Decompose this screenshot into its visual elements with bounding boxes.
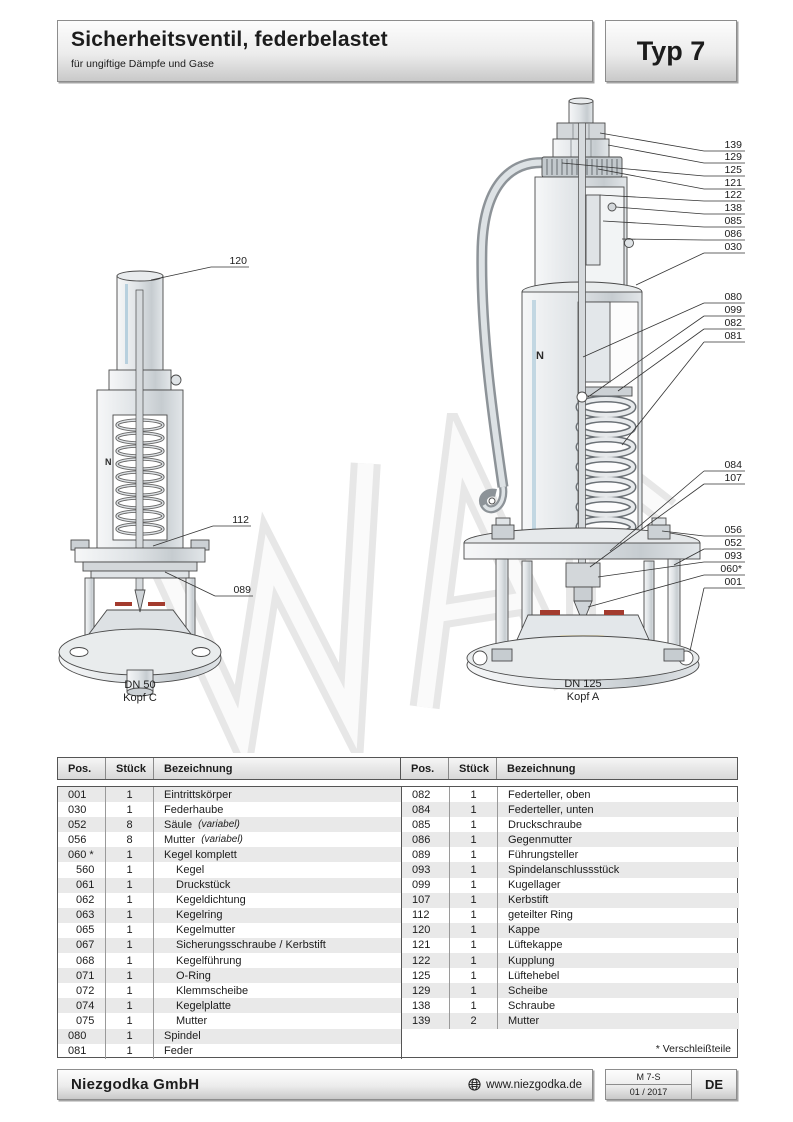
cell-name: Kegelplatte [176,999,232,1012]
company-name: Niezgodka GmbH [71,1076,200,1093]
table-row [58,802,401,817]
callout-107: 107 [724,472,742,484]
table-row [402,832,739,847]
cell-name: Kegel komplett [164,848,237,861]
page-subtitle: für ungiftige Dämpfe und Gase [71,58,215,70]
cell-qty: 1 [450,968,498,983]
table-row [402,862,739,877]
table-row [58,938,401,953]
cell-name: Druckstück [176,879,231,892]
cell-pos: 089 [402,847,450,862]
cell-pos: 085 [402,817,450,832]
globe-icon [468,1078,481,1091]
cell-name: Federteller, unten [508,803,594,816]
cell-name: Schraube [508,999,556,1012]
cell-pos: 062 [58,893,106,908]
col-header-qty: Stück [106,758,154,779]
cell-name: Kegelführung [176,954,242,967]
cell-pos: 093 [402,862,450,877]
cell-name: Kerbstift [508,894,549,907]
cell-name: Lüftehebel [508,969,560,982]
cell-pos: 112 [402,908,450,923]
valve-drawing-dn125 [440,95,793,715]
cell-name: Druckschraube [508,818,582,831]
callout-001: 001 [724,576,742,588]
callout-125: 125 [724,164,742,176]
cell-qty: 1 [450,983,498,998]
table-row [402,968,739,983]
cell-name: Klemmscheibe [176,984,249,997]
table-row [58,893,401,908]
cell-qty: 1 [106,953,154,968]
cell-qty: 1 [106,923,154,938]
table-row [402,893,739,908]
table-row [402,923,739,938]
doc-code: M 7-S [606,1070,691,1085]
cell-qty: 1 [450,787,498,802]
cell-qty: 1 [106,1029,154,1044]
cell-qty: 1 [106,1044,154,1059]
callout-093: 093 [724,550,742,562]
cell-qty: 1 [450,923,498,938]
cell-pos: 121 [402,938,450,953]
cell-pos: 081 [58,1044,106,1059]
parts-table-header [57,757,738,780]
cell-pos: 074 [58,998,106,1013]
cell-qty: 1 [106,847,154,862]
cell-qty: 1 [106,787,154,802]
table-row [58,847,401,862]
cell-pos: 001 [58,787,106,802]
cell-name: Führungsteller [508,848,579,861]
cell-qty: 1 [106,983,154,998]
niezgodka-logo-mark: N [536,350,544,362]
cell-pos: 052 [58,817,106,832]
callout-122: 122 [724,189,742,201]
cell-name: Federteller, oben [508,788,591,801]
niezgodka-logo-mark: N [105,457,112,467]
callout-099: 099 [724,304,742,316]
cell-note: (variabel) [201,834,243,846]
type-label: Typ 7 [636,35,706,66]
cell-pos: 061 [58,878,106,893]
cell-name: Kegel [176,864,205,877]
cell-pos: 086 [402,832,450,847]
cell-name: Spindel [164,1030,201,1043]
cell-pos: 138 [402,998,450,1013]
callout-052: 052 [724,537,742,549]
cell-qty: 1 [450,998,498,1013]
callout-080: 080 [724,291,742,303]
callout-082: 082 [724,317,742,329]
cell-pos: 068 [58,953,106,968]
col-header-qty2: Stück [449,758,497,779]
cell-name: Kegelmutter [176,924,236,937]
table-row [58,1029,401,1044]
table-row [58,983,401,998]
callout-084: 084 [724,459,742,471]
table-row [58,923,401,938]
cell-pos: 122 [402,953,450,968]
cell-pos: 099 [402,878,450,893]
cell-qty: 1 [106,1013,154,1028]
cell-qty: 1 [450,893,498,908]
cell-qty: 1 [450,862,498,877]
cell-pos: 056 [58,832,106,847]
cell-qty: 1 [450,847,498,862]
table-row [402,938,739,953]
cell-name: Gegenmutter [508,833,573,846]
cell-name: Kappe [508,924,540,937]
svg-text:DN 50: DN 50 [124,679,156,691]
cell-pos: 030 [58,802,106,817]
caption-dn50 [123,679,157,704]
table-row [58,1044,401,1059]
cell-qty: 8 [106,832,154,847]
callout-138: 138 [724,202,742,214]
callout-139: 139 [724,139,742,151]
callout-056: 056 [724,524,742,536]
cell-qty: 1 [450,817,498,832]
table-row [402,847,739,862]
cell-pos: 120 [402,923,450,938]
cell-qty: 1 [106,878,154,893]
cell-qty: 1 [106,862,154,877]
table-row [402,953,739,968]
cell-qty: 1 [106,893,154,908]
table-row [58,817,401,832]
col-header-name: Bezeichnung [154,758,401,779]
cell-qty: 1 [450,938,498,953]
cell-name: Säule (variabel) [164,818,240,831]
table-row [58,787,401,802]
callout-060: 060* [720,563,742,575]
valve-body-dn50 [59,271,221,696]
header-title-box [57,20,593,82]
cell-name: Mutter (variabel) [164,833,243,846]
website-link[interactable]: www.niezgodka.de [486,1078,582,1091]
cell-pos: 060 * [58,847,106,862]
table-row [402,1013,739,1028]
doc-date: 01 / 2017 [629,1087,668,1097]
callout-112: 112 [232,514,249,526]
cell-qty: 1 [450,908,498,923]
table-row [58,953,401,968]
table-row [402,802,739,817]
cell-name: Kegelring [176,909,223,922]
footer-doc-box [605,1069,737,1100]
cell-pos: 071 [58,968,106,983]
table-row [58,878,401,893]
cell-qty: 1 [450,878,498,893]
cell-name: Federhaube [164,803,224,816]
callout-081: 081 [724,330,742,342]
cell-pos: 063 [58,908,106,923]
col-header-pos2: Pos. [401,758,449,779]
cell-qty: 1 [106,968,154,983]
table-row [58,908,401,923]
parts-list-right [401,787,739,1059]
cell-name: O-Ring [176,969,211,982]
cell-qty: 1 [450,832,498,847]
table-row [402,998,739,1013]
cell-name: Kugellager [508,879,561,892]
parts-table-body [57,786,738,1058]
cell-pos: 084 [402,802,450,817]
valve-drawing-dn50 [55,250,335,715]
cell-name: Kupplung [508,954,555,967]
cell-pos: 082 [402,787,450,802]
cell-qty: 2 [450,1013,498,1028]
svg-text:Kopf C: Kopf C [123,692,157,704]
cell-pos: 067 [58,938,106,953]
callout-121: 121 [724,177,742,189]
table-row [402,878,739,893]
cell-pos: 139 [402,1013,450,1028]
svg-text:Kopf A: Kopf A [566,691,600,703]
cell-name: Kegeldichtung [176,894,246,907]
cell-pos: 075 [58,1013,106,1028]
footer-company-box [57,1069,593,1100]
table-row [58,832,401,847]
callout-labels-dn50 [229,255,251,596]
cell-name: Feder [164,1045,193,1058]
callout-086: 086 [724,228,742,240]
table-row [58,998,401,1013]
callout-085: 085 [724,215,742,227]
parts-list-left [58,787,401,1059]
callout-129: 129 [724,151,742,163]
caption-dn125 [564,678,601,703]
cell-name: Sicherungsschraube / Kerbstift [176,939,326,952]
cell-qty: 1 [106,998,154,1013]
callout-030: 030 [724,241,742,253]
valve-body-dn125 [464,98,700,689]
table-row [58,1013,401,1028]
callout-120: 120 [229,255,247,267]
col-header-pos: Pos. [58,758,106,779]
table-row [402,983,739,998]
cell-name: geteilter Ring [508,909,573,922]
cell-pos: 129 [402,983,450,998]
table-row [58,862,401,877]
cell-pos: 065 [58,923,106,938]
cell-qty: 1 [450,953,498,968]
cell-name: Eintrittskörper [164,788,232,801]
cell-pos: 107 [402,893,450,908]
cell-qty: 1 [106,802,154,817]
callout-089: 089 [233,584,251,596]
type-box [605,20,737,82]
cell-name: Mutter [508,1014,540,1027]
drawing-area [0,95,793,720]
table-row [402,787,739,802]
cell-note: (variabel) [198,819,240,831]
cell-qty: 1 [106,908,154,923]
cell-pos: 125 [402,968,450,983]
table-row [402,908,739,923]
cell-qty: 1 [106,938,154,953]
cell-qty: 1 [450,802,498,817]
wear-parts-footnote: * Verschleißteile [655,1042,731,1055]
cell-pos: 080 [58,1029,106,1044]
table-row [402,817,739,832]
col-header-name2: Bezeichnung [507,762,576,775]
cell-name: Lüftekappe [508,939,563,952]
svg-text:DN 125: DN 125 [564,678,602,690]
table-row [58,968,401,983]
cell-pos: 072 [58,983,106,998]
callout-labels-dn125 [720,139,742,588]
cell-name: Scheibe [508,984,548,997]
cell-name: Mutter [176,1014,208,1027]
language-label: DE [704,1077,724,1092]
cell-qty: 8 [106,817,154,832]
page-title: Sicherheitsventil, federbelastet [71,28,388,51]
cell-pos: 560 [58,862,106,877]
cell-name: Spindelanschlussstück [508,864,620,877]
